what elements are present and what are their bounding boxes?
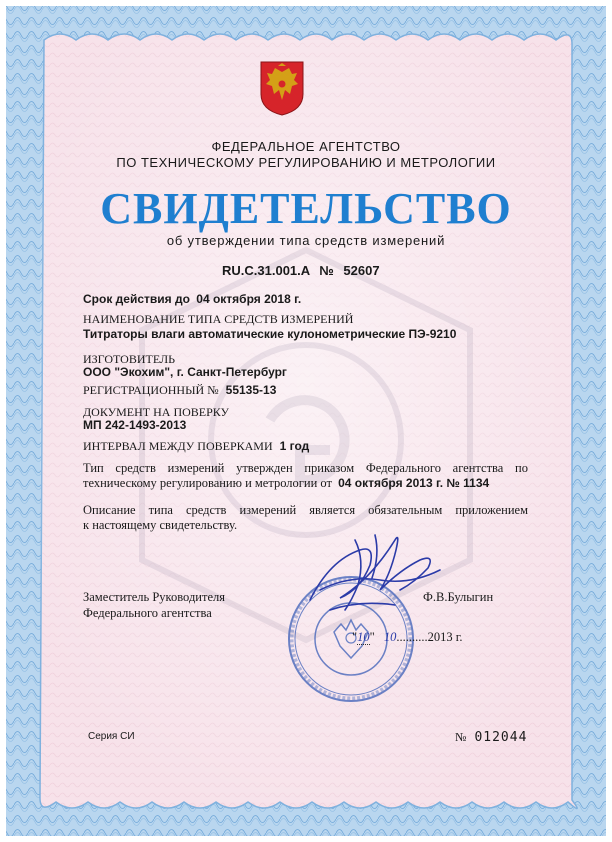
maker-value: ООО "Экохим", г. Санкт-Петербург — [83, 365, 287, 379]
date-month: 10 — [383, 630, 397, 644]
signatory-position-line1: Заместитель Руководителя — [83, 590, 225, 604]
date-year: 2013 г. — [427, 630, 463, 644]
verification-doc-value: МП 242-1493-2013 — [83, 418, 187, 432]
certificate-number-line — [222, 263, 380, 278]
agency-line1: ФЕДЕРАЛЬНОЕ АГЕНТСТВО — [211, 139, 401, 154]
document-subtitle: об утверждении типа средств измерений — [166, 233, 446, 248]
date-day: 10 — [357, 630, 370, 644]
interval-label: ИНТЕРВАЛ МЕЖДУ ПОВЕРКАМИ — [83, 439, 273, 453]
registration-line — [83, 383, 276, 398]
certificate-number: 52607 — [343, 263, 380, 278]
signing-date — [352, 630, 463, 645]
validity-date: 04 октября 2018 г. — [196, 292, 302, 306]
description-text-line1: Описание типа средств измерений является обязательным приложением — [83, 503, 528, 517]
date-close-quote: " — [369, 630, 375, 644]
signatory-position-line2: Федерального агентства — [83, 606, 212, 620]
series-label: Серия СИ — [88, 731, 135, 742]
registration-label: РЕГИСТРАЦИОННЫЙ № — [83, 383, 219, 397]
handwritten-signature — [300, 520, 450, 630]
russian-coat-of-arms-icon — [259, 60, 305, 116]
signatory-name: Ф.В.Булыгин — [423, 590, 494, 604]
description-text-line2: к настоящему свидетельству. — [83, 518, 238, 532]
certificate-number-prefix: RU.C.31.001.A — [222, 263, 310, 278]
maker-label: ИЗГОТОВИТЕЛЬ — [83, 352, 176, 366]
order-text-line1: Тип средств измерений утвержден приказом Федерального агентства по — [83, 461, 528, 475]
certificate-number-sign: № — [319, 263, 334, 278]
order-date: 04 октября 2013 г. № 1134 — [338, 476, 490, 490]
form-number-sign: № — [455, 730, 467, 744]
agency-line2: ПО ТЕХНИЧЕСКОМУ РЕГУЛИРОВАНИЮ И МЕТРОЛОГИИ — [116, 155, 496, 170]
validity-line — [83, 292, 301, 306]
form-number: 012044 — [474, 730, 528, 745]
registration-value: 55135-13 — [225, 383, 277, 397]
verification-doc-label: ДОКУМЕНТ НА ПОВЕРКУ — [83, 405, 230, 419]
date-dots: .......... — [396, 630, 428, 644]
type-value: Титраторы влаги автоматические кулонометрические ПЭ-9210 — [83, 327, 457, 341]
validity-label: Срок действия до — [83, 292, 190, 306]
interval-value: 1 год — [279, 439, 310, 453]
order-text-line2 — [83, 476, 489, 491]
form-number-line — [455, 728, 527, 746]
interval-line — [83, 439, 309, 454]
document-title: СВИДЕТЕЛЬСТВО — [100, 184, 512, 233]
type-label: НАИМЕНОВАНИЕ ТИПА СРЕДСТВ ИЗМЕРЕНИЙ — [83, 312, 354, 326]
date-open-quote: " — [352, 630, 358, 644]
order-text-start: техническому регулированию и метрологии от — [83, 476, 332, 490]
